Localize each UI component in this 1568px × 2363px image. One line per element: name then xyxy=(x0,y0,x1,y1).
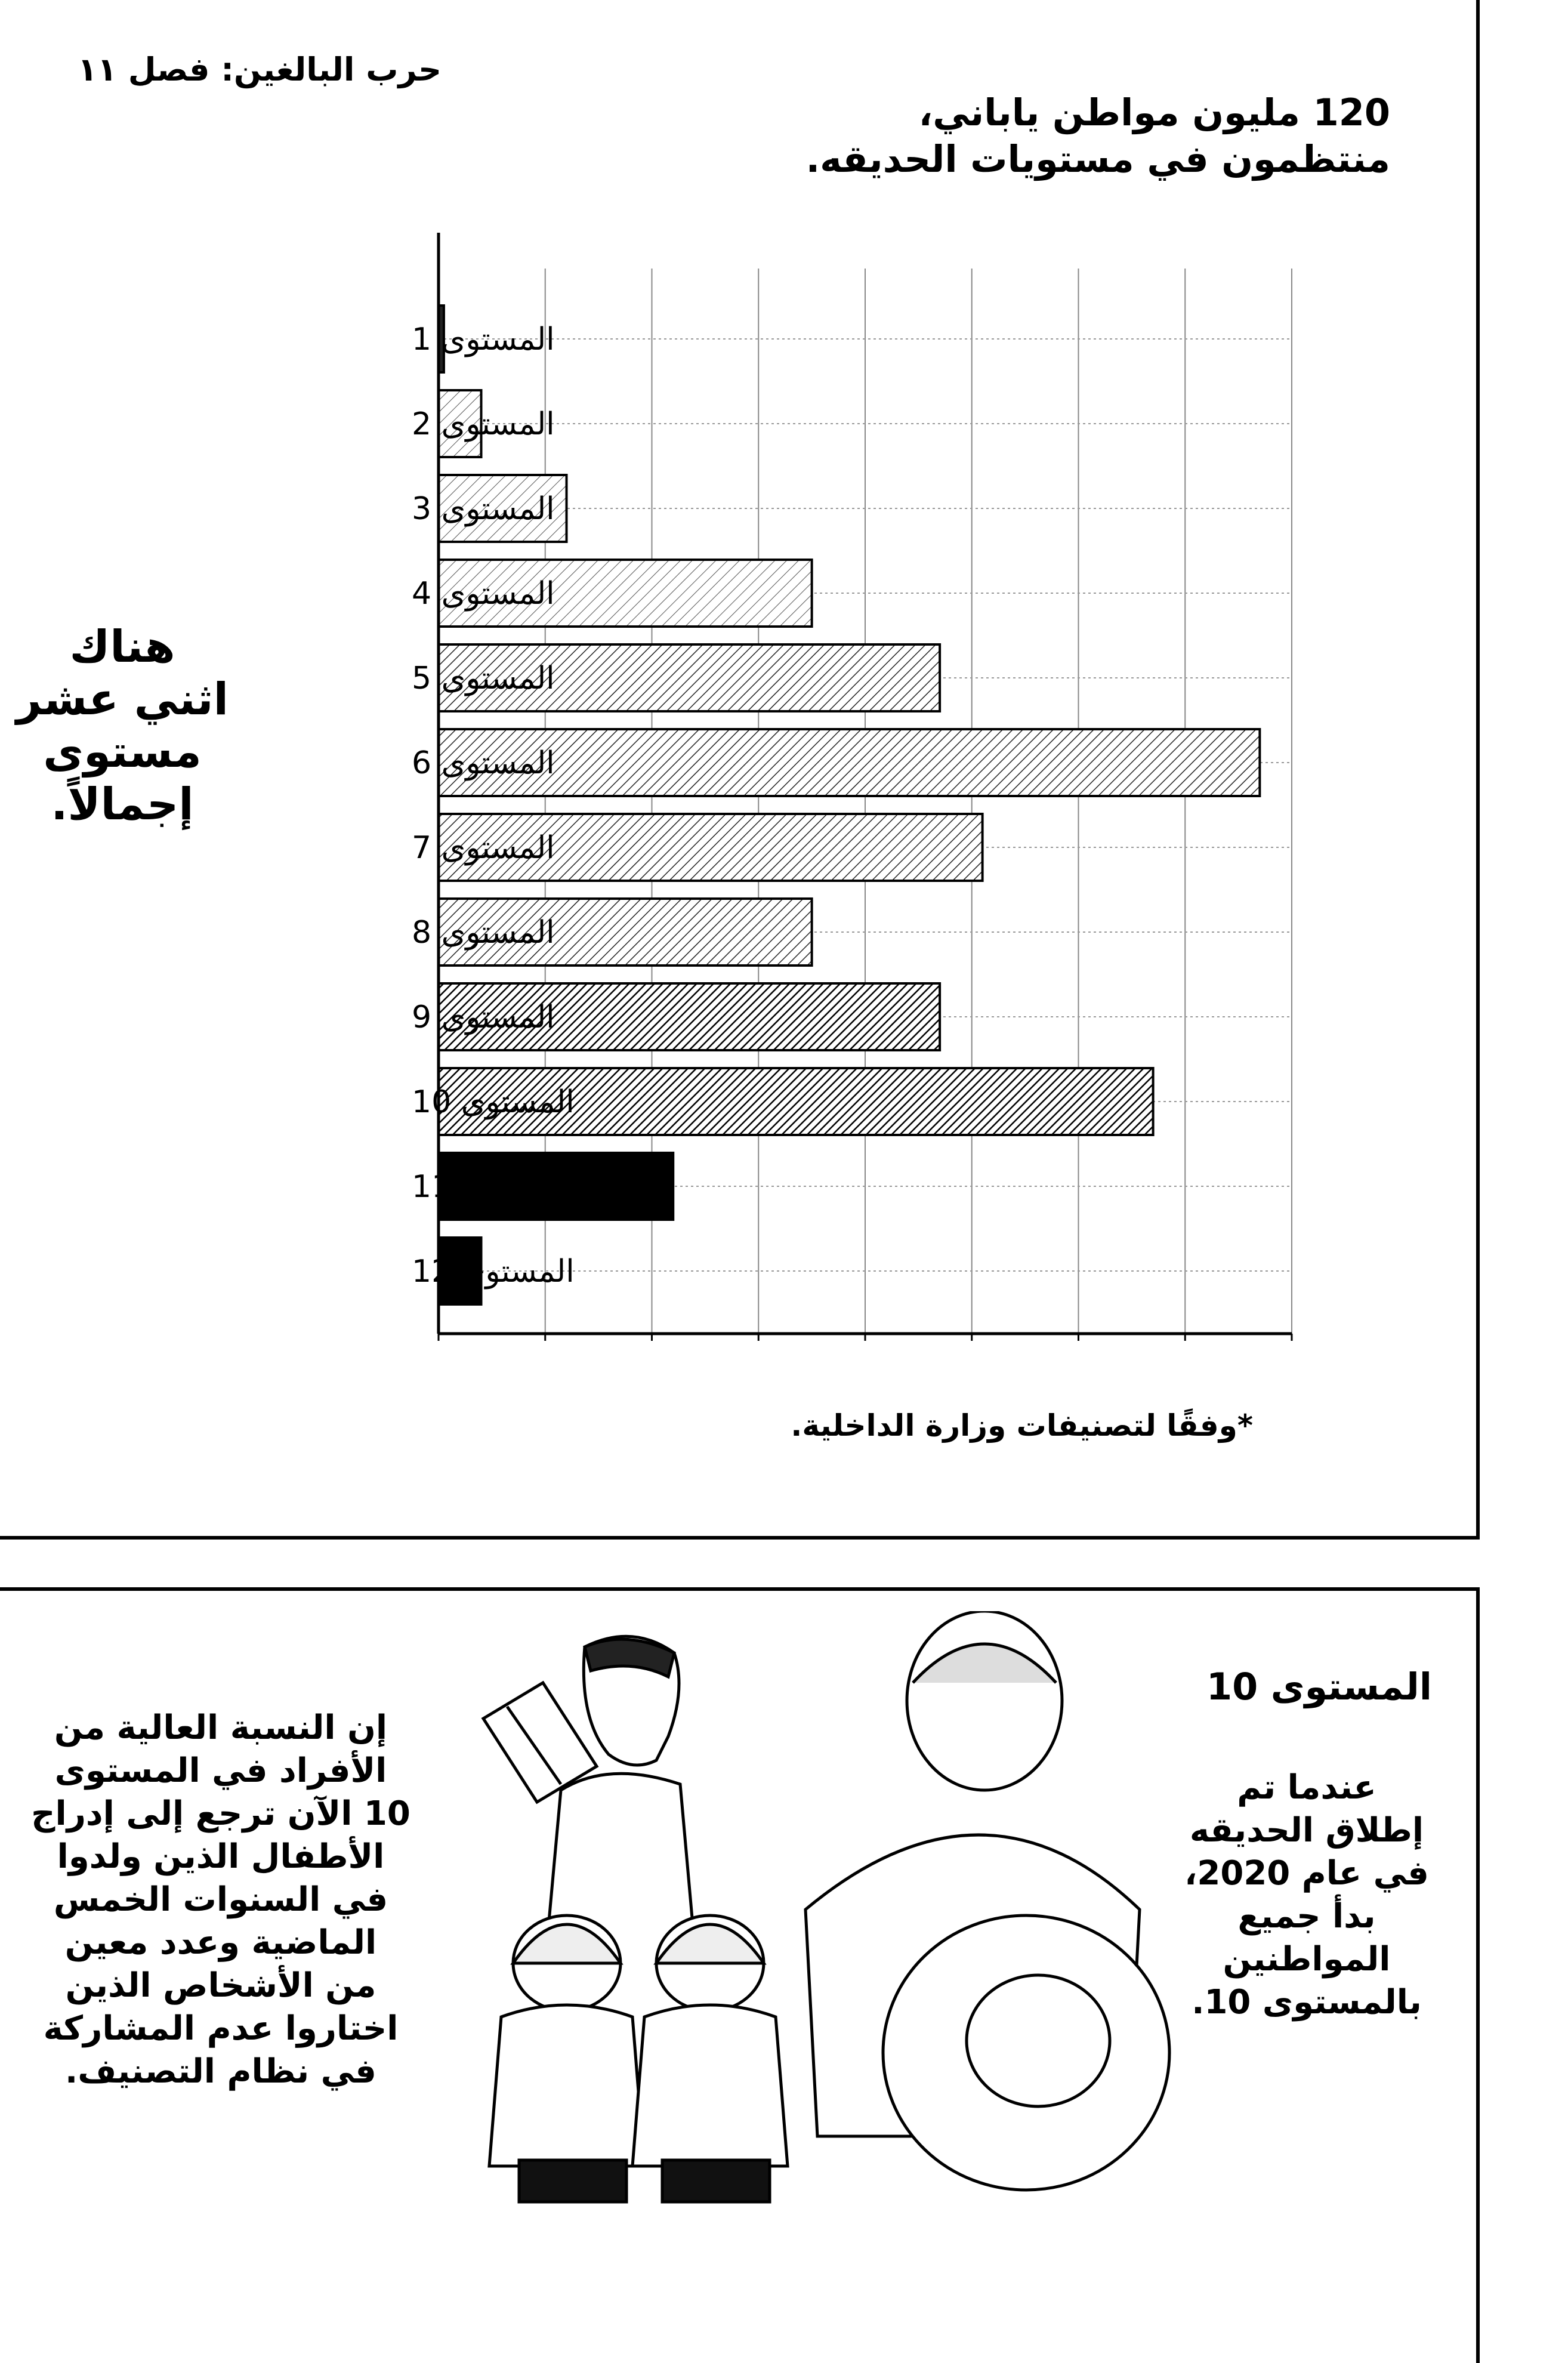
side-note-line-1: هناك xyxy=(69,621,175,673)
left-text-line-4: الأطفال الذين ولدوا xyxy=(57,1837,385,1876)
category-label-level-12: المستوى 12 xyxy=(412,1254,575,1290)
footnote: *وفقًا لتصنيفات وزارة الداخلية. xyxy=(791,1408,1253,1443)
category-label-level-2: المستوى 2 xyxy=(412,406,555,442)
category-label-level-5: المستوى 5 xyxy=(412,661,555,696)
headline-line-2: منتظمون في مستويات الحديقه. xyxy=(805,137,1390,181)
right-text-line-5: المواطنين xyxy=(1223,1940,1391,1979)
category-label-level-10: المستوى 10 xyxy=(412,1084,575,1120)
right-text-line-3: في عام 2020، xyxy=(1184,1854,1429,1893)
right-text-line-4: بدأ جميع xyxy=(1237,1897,1376,1936)
characters-illustration xyxy=(436,1611,1211,2291)
left-text-line-5: في السنوات الخمس xyxy=(53,1880,388,1919)
left-text-line-2: الأفراد في المستوى xyxy=(54,1751,387,1790)
level-10-explanation xyxy=(1152,1766,1462,2024)
category-label-level-3: المستوى 3 xyxy=(412,491,555,527)
side-note-line-2: اثني عشر xyxy=(16,674,229,725)
left-text-line-9: في نظام التصنيف. xyxy=(65,2052,376,2091)
side-note-line-4: إجمالاً. xyxy=(51,779,194,830)
side-note-line-3: مستوى xyxy=(43,726,202,778)
left-text-line-3: 10 الآن ترجع إلى إدراج xyxy=(31,1794,410,1833)
category-label-level-4: المستوى 4 xyxy=(412,576,555,612)
level-10-title: المستوى 10 xyxy=(1206,1665,1432,1708)
baby-figure xyxy=(883,1915,1169,2190)
right-text-line-1: عندما تم xyxy=(1237,1768,1376,1807)
category-label-level-6: المستوى 6 xyxy=(412,745,555,781)
right-text-line-2: إطلاق الحديقه xyxy=(1189,1811,1424,1850)
category-label-level-1: المستوى 1 xyxy=(412,322,555,357)
left-text-line-1: إن النسبة العالية من xyxy=(54,1708,388,1747)
left-text-line-8: اختاروا عدم المشاركة xyxy=(43,2009,399,2048)
left-text-line-7: من الأشخاص الذين xyxy=(65,1966,376,2005)
category-label-level-9: المستوى 9 xyxy=(412,1000,555,1035)
headline-line-1: 120 مليون مواطن ياباني، xyxy=(918,91,1390,134)
right-text-line-6: بالمستوى 10. xyxy=(1192,1983,1422,2022)
bar-level-6 xyxy=(439,729,1260,796)
category-label-level-7: المستوى 7 xyxy=(412,830,555,866)
category-label-level-11: المستوى 11 xyxy=(412,1169,575,1205)
category-label-level-8: المستوى 8 xyxy=(412,915,555,951)
level-10-reason xyxy=(12,1707,430,2093)
series-title: حرب البالغين: فصل ١١ xyxy=(78,51,442,88)
left-text-line-6: الماضية وعدد معين xyxy=(64,1923,377,1962)
